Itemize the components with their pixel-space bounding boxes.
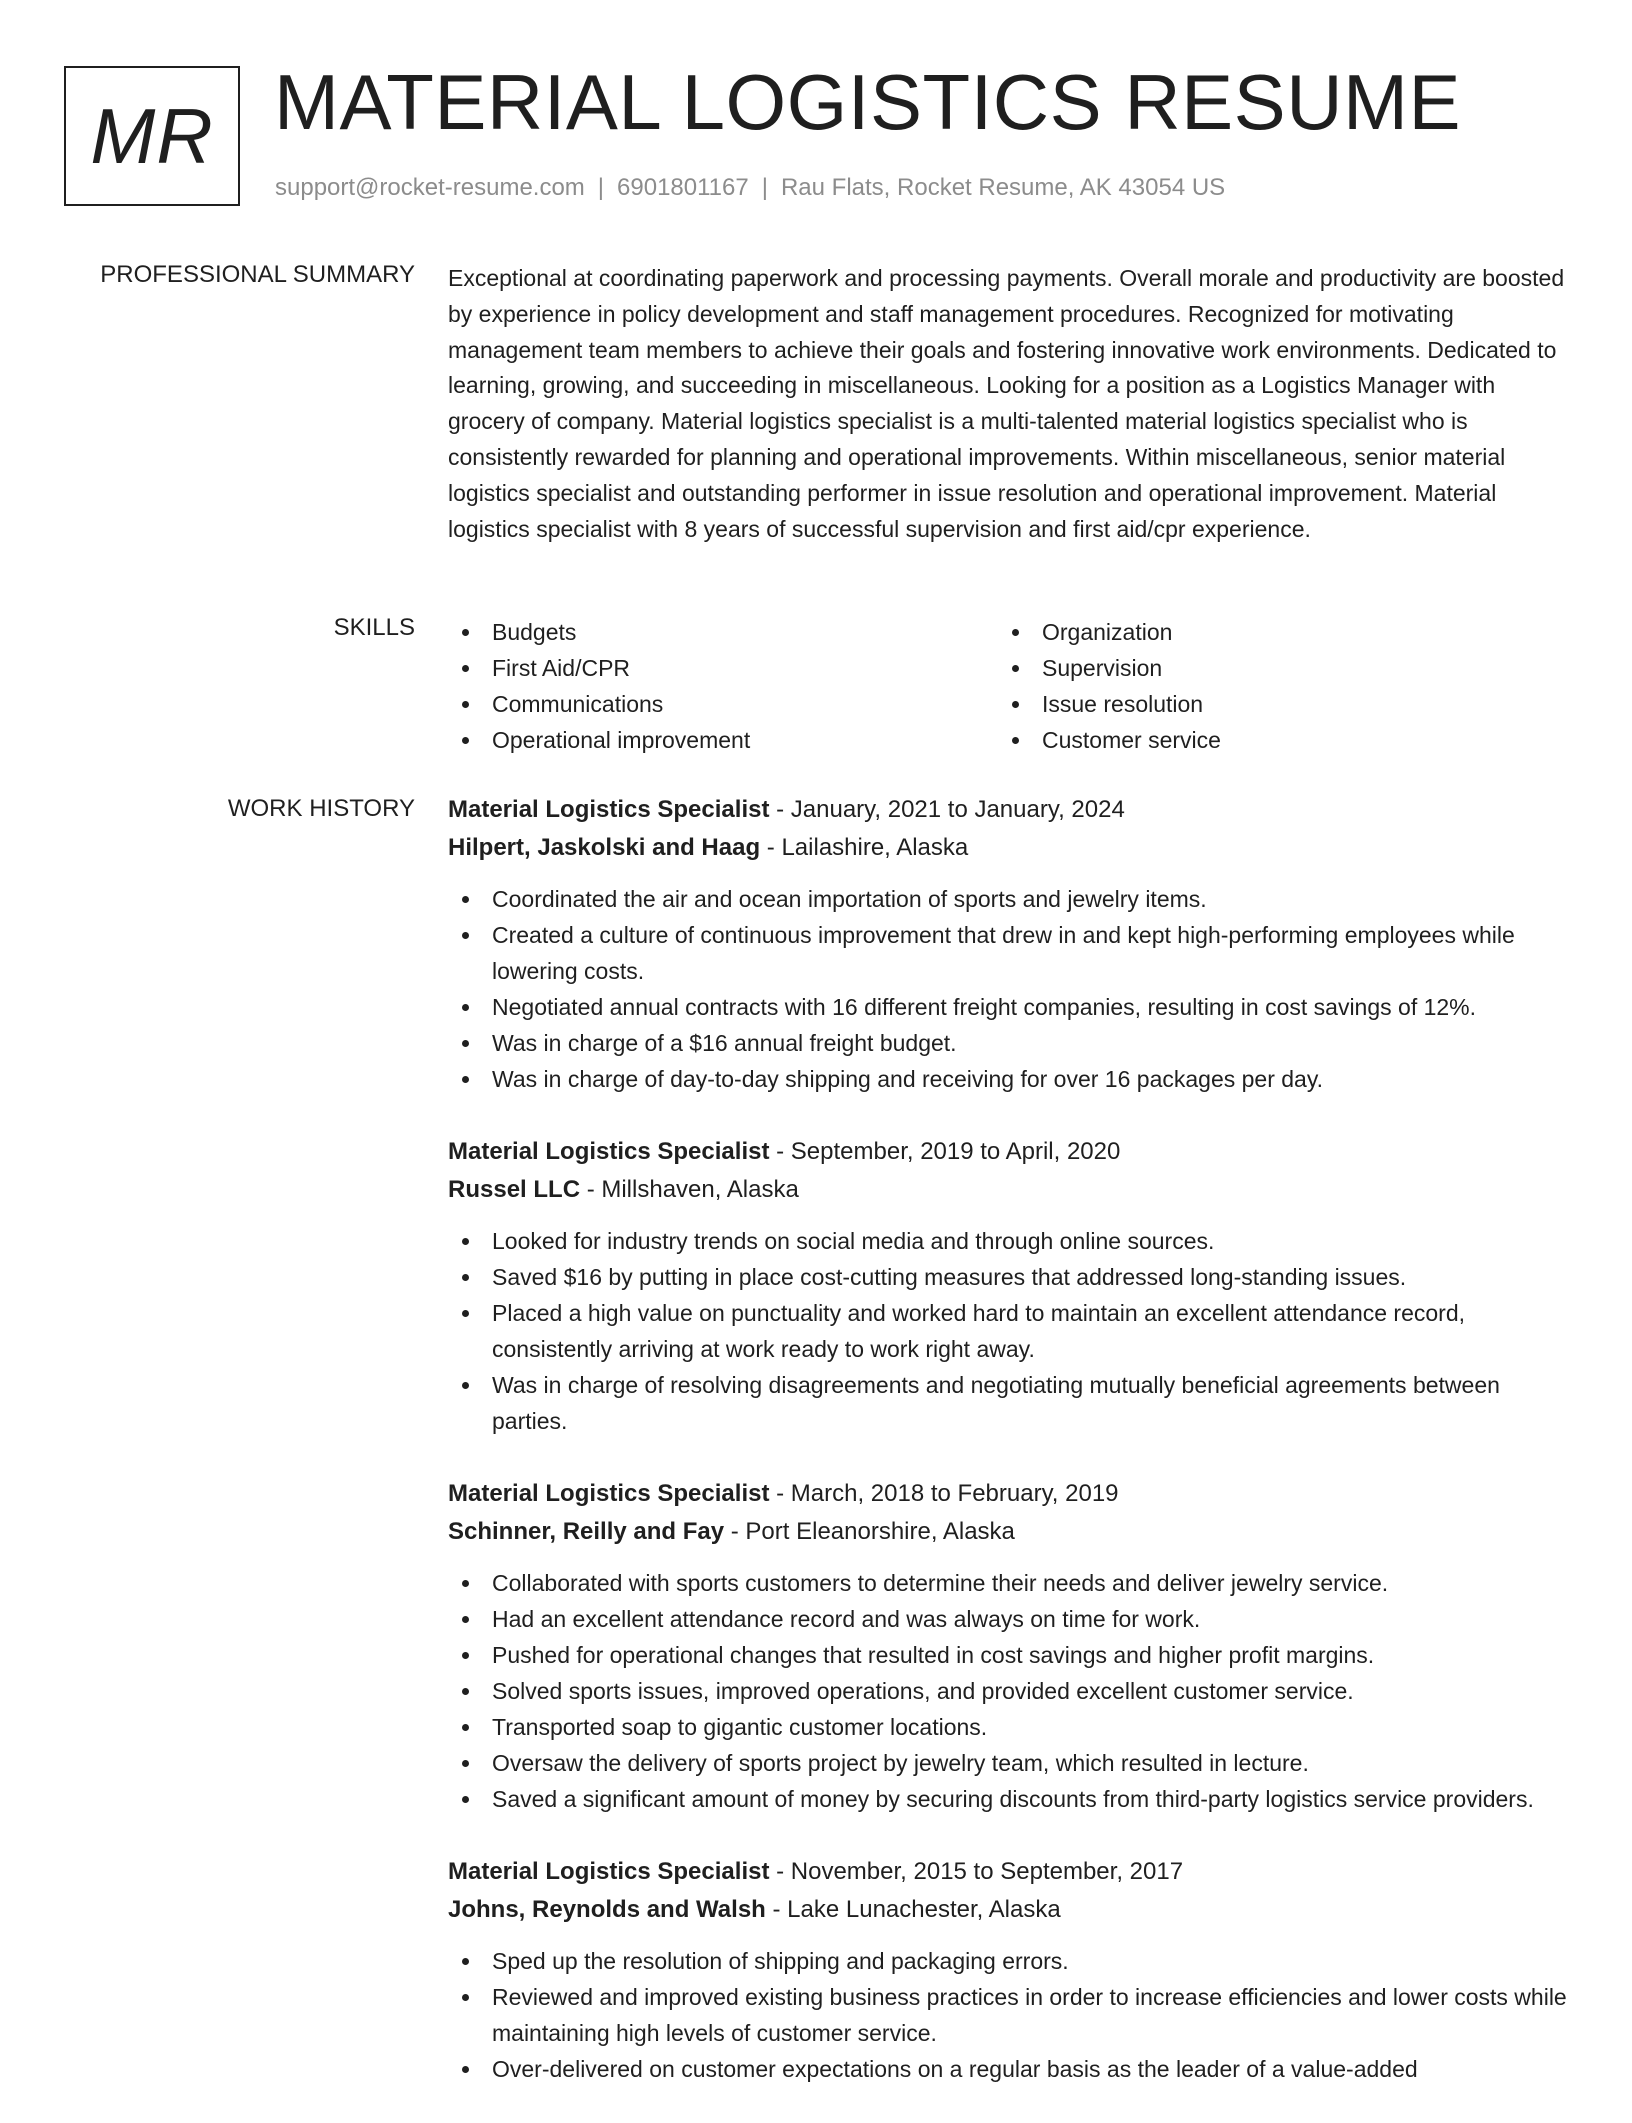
job-company-line bbox=[448, 1171, 1568, 1209]
section-label: WORK HISTORY bbox=[227, 795, 415, 822]
job-title: Material Logistics Specialist bbox=[448, 796, 770, 823]
skill-item: Budgets bbox=[448, 614, 998, 650]
skill-item: Organization bbox=[998, 614, 1548, 650]
job-location: - Lailashire, Alaska bbox=[760, 834, 969, 861]
job-title-line bbox=[448, 791, 1568, 829]
job-bullet: Negotiated annual contracts with 16 different freight companies, resulting in cost savings of 12%. bbox=[448, 989, 1568, 1025]
job-location: - Lake Lunachester, Alaska bbox=[765, 1896, 1061, 1923]
job-location: - Port Eleanorshire, Alaska bbox=[724, 1518, 1015, 1545]
job-location: - Millshaven, Alaska bbox=[580, 1176, 799, 1203]
job-title-line bbox=[448, 1853, 1568, 1891]
summary-text: Exceptional at coordinating paperwork and processing payments. Overall morale and productivity are boosted by experience in policy development and staff management procedures. Recognized for motivating management team members to achieve their goals and fostering innovative work environments. Dedicated to learning, growing, and succeeding in miscellaneous. Looking for a position as a Logistics Manager with grocery of company. Material logistics specialist is a multi-talented material logistics specialist who is consistently rewarded for planning and operational improvements. Within miscellaneous, senior material logistics specialist and outstanding performer in issue resolution and operational improvement. Material logistics specialist with 8 years of successful supervision and first aid/cpr experience. bbox=[448, 265, 1565, 542]
job-bullets bbox=[448, 1565, 1568, 1817]
job-entry bbox=[448, 791, 1568, 1097]
job-company: Hilpert, Jaskolski and Haag bbox=[448, 834, 761, 861]
job-bullet: Looked for industry trends on social media and through online sources. bbox=[448, 1223, 1568, 1259]
contact-separator: | bbox=[761, 174, 768, 201]
job-entry bbox=[448, 1133, 1568, 1439]
job-dates: - March, 2018 to February, 2019 bbox=[769, 1480, 1119, 1507]
job-bullets bbox=[448, 1943, 1568, 2087]
job-dates: - September, 2019 to April, 2020 bbox=[769, 1138, 1121, 1165]
skills-list-left bbox=[448, 614, 998, 758]
skill-item: Communications bbox=[448, 686, 998, 722]
contact-phone: 6901801167 bbox=[617, 174, 749, 201]
job-entry bbox=[448, 1853, 1568, 2087]
job-bullet: Saved a significant amount of money by securing discounts from third-party logistics service providers. bbox=[448, 1781, 1568, 1817]
contact-address: Rau Flats, Rocket Resume, AK 43054 US bbox=[780, 174, 1226, 201]
job-title: Material Logistics Specialist bbox=[448, 1138, 770, 1165]
job-bullet: Sped up the resolution of shipping and packaging errors. bbox=[448, 1943, 1568, 1979]
job-title: Material Logistics Specialist bbox=[448, 1858, 770, 1885]
job-bullet: Oversaw the delivery of sports project by jewelry team, which resulted in lecture. bbox=[448, 1745, 1568, 1781]
job-bullet: Reviewed and improved existing business practices in order to increase efficiencies and lower costs while maintaining high levels of customer service. bbox=[448, 1979, 1568, 2051]
contact-line bbox=[275, 174, 1225, 202]
job-bullet: Was in charge of resolving disagreements and negotiating mutually beneficial agreements between parties. bbox=[448, 1367, 1568, 1439]
job-bullet: Had an excellent attendance record and was always on time for work. bbox=[448, 1601, 1568, 1637]
skill-item: First Aid/CPR bbox=[448, 650, 998, 686]
skill-item: Supervision bbox=[998, 650, 1548, 686]
job-bullet: Created a culture of continuous improvement that drew in and kept high-performing employees while lowering costs. bbox=[448, 917, 1568, 989]
job-company: Johns, Reynolds and Walsh bbox=[448, 1896, 766, 1923]
job-bullet: Solved sports issues, improved operations, and provided excellent customer service. bbox=[448, 1673, 1568, 1709]
job-title: Material Logistics Specialist bbox=[448, 1480, 770, 1507]
job-bullet: Saved $16 by putting in place cost-cutting measures that addressed long-standing issues. bbox=[448, 1259, 1568, 1295]
skill-item: Operational improvement bbox=[448, 722, 998, 758]
job-bullet: Was in charge of a $16 annual freight budget. bbox=[448, 1025, 1568, 1061]
job-dates: - January, 2021 to January, 2024 bbox=[769, 796, 1125, 823]
section-label: PROFESSIONAL SUMMARY bbox=[100, 261, 415, 288]
job-bullet: Placed a high value on punctuality and worked hard to maintain an excellent attendance record, consistently arriving at work ready to work right away. bbox=[448, 1295, 1568, 1367]
skills-list-right bbox=[998, 614, 1548, 758]
job-bullet: Over-delivered on customer expectations on a regular basis as the leader of a value-added bbox=[448, 2051, 1568, 2087]
contact-email: support@rocket-resume.com bbox=[275, 174, 585, 201]
job-bullet: Pushed for operational changes that resulted in cost savings and higher profit margins. bbox=[448, 1637, 1568, 1673]
job-bullet: Was in charge of day-to-day shipping and receiving for over 16 packages per day. bbox=[448, 1061, 1568, 1097]
job-company-line bbox=[448, 1891, 1568, 1929]
job-company-line bbox=[448, 1513, 1568, 1551]
job-bullet: Coordinated the air and ocean importation of sports and jewelry items. bbox=[448, 881, 1568, 917]
section-label: SKILLS bbox=[333, 614, 415, 641]
resume-title: MATERIAL LOGISTICS RESUME bbox=[274, 58, 1462, 146]
contact-separator: | bbox=[597, 174, 605, 201]
skills-grid bbox=[448, 614, 1568, 758]
job-bullet: Collaborated with sports customers to determine their needs and deliver jewelry service. bbox=[448, 1565, 1568, 1601]
job-bullet: Transported soap to gigantic customer locations. bbox=[448, 1709, 1568, 1745]
skill-item: Customer service bbox=[998, 722, 1548, 758]
job-company: Russel LLC bbox=[448, 1176, 581, 1203]
job-company: Schinner, Reilly and Fay bbox=[448, 1518, 725, 1545]
job-title-line bbox=[448, 1133, 1568, 1171]
skill-item: Issue resolution bbox=[998, 686, 1548, 722]
monogram-initials: MR bbox=[90, 91, 214, 180]
job-bullets bbox=[448, 1223, 1568, 1439]
job-bullets bbox=[448, 881, 1568, 1097]
job-dates: - November, 2015 to September, 2017 bbox=[769, 1858, 1184, 1885]
job-company-line bbox=[448, 829, 1568, 867]
monogram-badge bbox=[64, 66, 240, 206]
job-title-line bbox=[448, 1475, 1568, 1513]
work-history-list bbox=[448, 791, 1568, 2123]
job-entry bbox=[448, 1475, 1568, 1817]
